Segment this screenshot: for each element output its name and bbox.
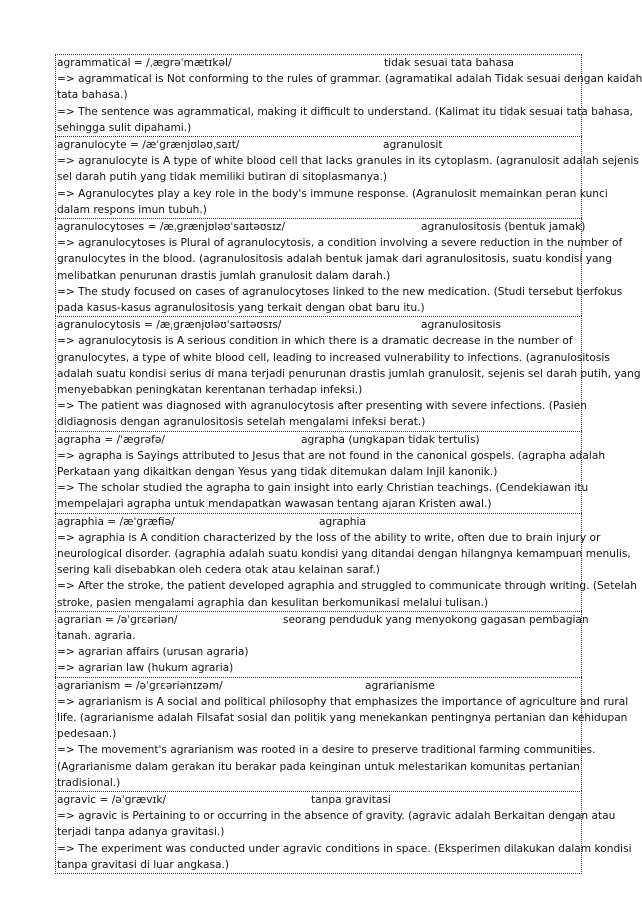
definition-line: => agrapha is Sayings attributed to Jesus that are not found in the canonical gospels. (agrapha adalah <box>57 449 606 462</box>
definition-line: sel darah putih yang tidak memiliki butiran di sitoplasmanya.) <box>57 171 387 184</box>
definition-line: => agraphia is A condition characterized by the loss of the ability to write, often due to brain injury or <box>57 531 601 544</box>
headword: agranulocytosis = /æˌɡrænjʊləʊˈsaɪtəʊsɪs/ <box>57 319 282 332</box>
headword-line <box>56 317 581 333</box>
entry-agranulocyte <box>55 136 639 218</box>
translation: seorang penduduk yang menyokong gagasan pembagian <box>283 613 589 626</box>
definition-line: granulocytes in the blood. (agranulositosis adalah bentuk jamak dari agranulositosis, suatu kondisi yang <box>57 253 612 266</box>
headword-line <box>56 612 589 628</box>
entry-agrarianism <box>55 677 629 791</box>
translation: agranulositosis <box>421 319 501 332</box>
example-line: pada kasus-kasus agranulositosis yang terkait dengan obat baru itu.) <box>57 302 425 314</box>
definition-line: => agranulocytoses is Plural of agranulocytosis, a condition involving a severe reduction in the number of <box>57 237 623 250</box>
example-line: => The scholar studied the agrapha to gain insight into early Christian teachings. (Cendekiawan itu <box>57 482 589 495</box>
example-line: tradisional.) <box>57 776 121 789</box>
entry-agrapha <box>55 431 606 513</box>
entry-agraphia <box>55 513 638 611</box>
definition-line: tata bahasa.) <box>57 89 128 102</box>
headword: agranulocyte = /æˈɡrænjʊləʊˌsaɪt/ <box>57 139 240 151</box>
example-line: dalam respons imun tubuh.) <box>57 203 207 216</box>
entry-agranulocytoses <box>55 218 623 316</box>
translation: agraphia <box>319 515 366 528</box>
definition-line: life. (agrarianisme adalah Filsafat sosial dan politik yang menekankan pentingnya pertanian dan kehidupan <box>57 712 628 724</box>
definition-line: => agranulocyte is A type of white blood cell that lacks granules in its cytoplasm. (agranulosit adalah sejenis <box>57 155 639 168</box>
example-line: mempelajari agrapha untuk mendapatkan wawasan tentang ajaran Kristen awal.) <box>57 498 492 511</box>
definition-line: granulocytes, a type of white blood cell, leading to increased vulnerability to infections. (agranulositosis <box>57 351 610 364</box>
headword: agrapha = /ˈæɡrəfə/ <box>57 433 165 446</box>
entry-agranulocytosis <box>55 316 641 430</box>
example-line: didiagnosis dengan agranulositosis setelah mengalami infeksi berat.) <box>57 416 426 429</box>
definition-line: => agranulocytosis is A serious condition in which there is a dramatic decrease in the number of <box>57 335 573 348</box>
headword: agraphia = /æˈɡræfiə/ <box>57 515 175 528</box>
definition-line: => agrammatical is Not conforming to the rules of grammar. (agramatikal adalah Tidak sesuai dengan kaidah <box>57 73 642 86</box>
definition-line: sering kali disebabkan oleh cedera otak atau kelainan saraf.) <box>57 564 380 577</box>
headword: agranulocytoses = /æˌɡrænjʊləʊˈsaɪtəʊsɪz/ <box>57 221 286 233</box>
dictionary-page <box>55 54 642 874</box>
example-line: sehingga sulit dipahami.) <box>57 121 192 134</box>
headword: agrammatical = /ˌæɡrəˈmætɪkəl/ <box>57 57 232 69</box>
example-line: => agrarian affairs (urusan agraria) <box>57 646 249 659</box>
definition-line: => agravic is Pertaining to or occurring in the absence of gravity. (agravic adalah Berkaitan dengan atau <box>57 810 616 823</box>
translation: agranulositosis (bentuk jamak) <box>421 221 586 233</box>
example-line: => After the stroke, the patient developed agraphia and struggled to communicate through writing. (Setelah <box>57 580 638 593</box>
headword-line <box>56 514 581 530</box>
entry-agrarian <box>55 611 589 677</box>
definition-line: neurological disorder. (agraphia adalah suatu kondisi yang ditandai dengan hilangnya kemampuan menulis, <box>57 548 631 560</box>
translation: agrapha (ungkapan tidak tertulis) <box>301 433 480 446</box>
definition-line: Perkataan yang dikaitkan dengan Yesus yang tidak ditemukan dalam Injil kanonik.) <box>57 466 498 478</box>
example-line: => The sentence was agrammatical, making it difficult to understand. (Kalimat itu tidak sesuai tata bahasa, <box>57 105 633 118</box>
translation: agrarianisme <box>365 679 435 692</box>
entry-agrammatical <box>55 54 642 136</box>
definition-line: pedesaan.) <box>57 728 117 741</box>
example-line: => The study focused on cases of agranulocytoses linked to the new medication. (Studi tersebut berfokus <box>57 285 623 298</box>
headword-line <box>56 432 581 448</box>
example-line: => Agranulocytes play a key role in the body's immune response. (Agranulosit memainkan peran kunci <box>57 187 608 200</box>
example-line: tanpa gravitasi di luar angkasa.) <box>57 858 229 871</box>
translation: tidak sesuai tata bahasa <box>384 57 514 69</box>
translation: tanpa gravitasi <box>311 794 391 807</box>
headword: agrarianism = /əˈɡrɛəriənɪzəm/ <box>57 679 223 692</box>
headword-line <box>56 219 586 235</box>
entry-agravic <box>55 791 632 874</box>
definition-line: adalah suatu kondisi serius di mana terjadi penurunan drastis jumlah granulosit, sejenis sel darah putih, yang <box>57 367 641 380</box>
definition-line: melibatkan penurunan drastis jumlah granulosit dalam darah.) <box>57 269 391 282</box>
headword-line <box>56 137 581 153</box>
example-line: (Agrarianisme dalam gerakan itu berakar pada keinginan untuk melestarikan komunitas pertanian <box>57 760 580 773</box>
example-line: stroke, pasien mengalami agraphia dan kesulitan berkomunikasi melalui tulisan.) <box>57 596 489 609</box>
headword-line <box>56 678 581 694</box>
headword-line <box>56 55 581 71</box>
definition-line: tanah. agraria. <box>57 630 136 642</box>
example-line: => The patient was diagnosed with agranulocytosis after presenting with severe infections. (Pasien <box>57 400 587 413</box>
example-line: => agrarian law (hukum agraria) <box>57 662 234 675</box>
example-line: => The experiment was conducted under agravic conditions in space. (Eksperimen dilakukan dalam kondisi <box>57 842 632 855</box>
example-line: => The movement's agrarianism was rooted in a desire to preserve traditional farming communities. <box>57 744 596 757</box>
definition-line: terjadi tanpa adanya gravitasi.) <box>57 826 225 839</box>
headword: agravic = /əˈɡrævɪk/ <box>57 794 167 807</box>
translation: agranulosit <box>383 139 443 151</box>
definition-line: menyebabkan peningkatan kerentanan terhadap infeksi.) <box>57 384 363 396</box>
headword: agrarian = /əˈɡrɛəriən/ <box>57 613 178 626</box>
definition-line: => agrarianism is A social and political philosophy that emphasizes the importance of agriculture and rural <box>57 695 629 708</box>
headword-line <box>56 792 581 808</box>
